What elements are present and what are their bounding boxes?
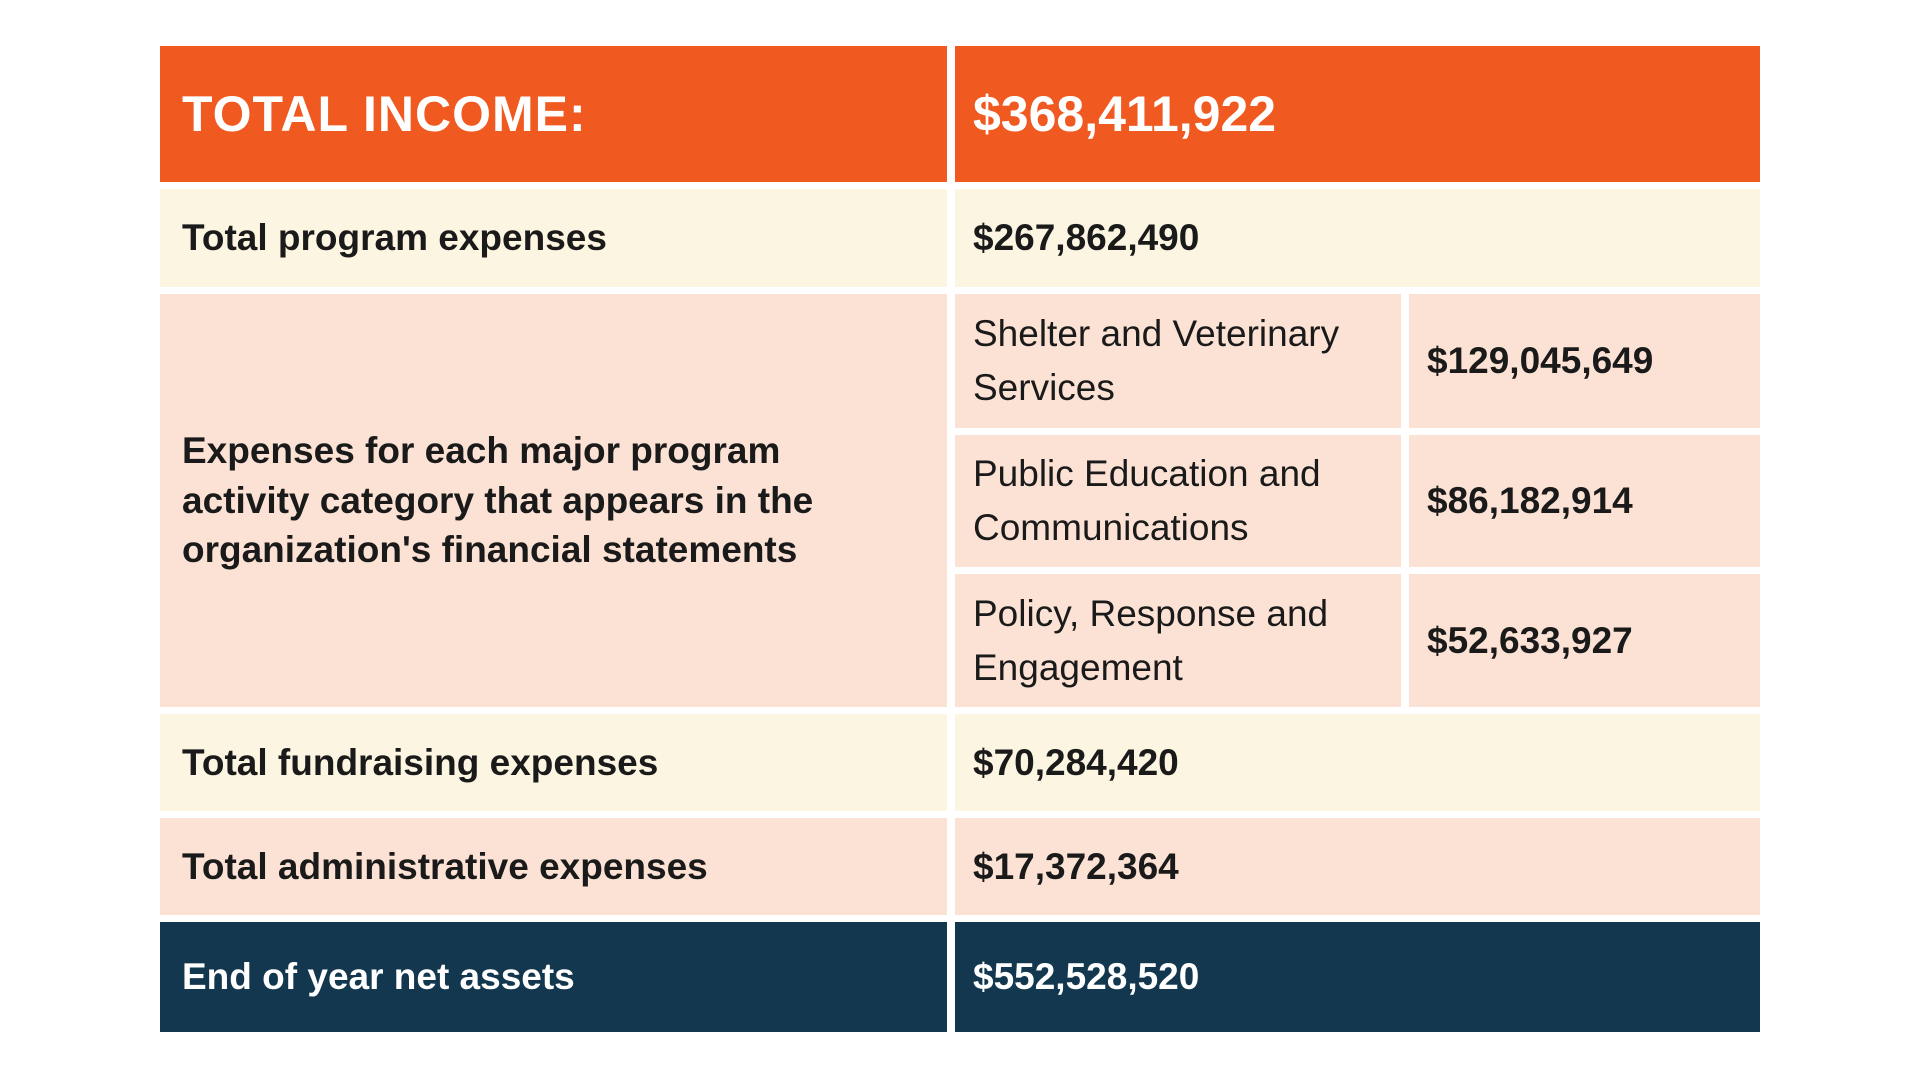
- major-program-section-label-cell: [160, 294, 947, 707]
- total-income-label: TOTAL INCOME:: [182, 86, 587, 142]
- policy-response-label-cell: [955, 574, 1401, 707]
- net-assets-value-cell: [955, 922, 1760, 1032]
- program-expenses-value-cell: [955, 189, 1760, 287]
- shelter-veterinary-value: $129,045,649: [1427, 340, 1654, 381]
- program-expenses-label-cell: [160, 189, 947, 287]
- policy-response-value: $52,633,927: [1427, 619, 1633, 661]
- administrative-expenses-value: $17,372,364: [973, 845, 1179, 887]
- public-education-value-cell: [1409, 435, 1760, 567]
- net-assets-value: $552,528,520: [973, 956, 1200, 997]
- shelter-veterinary-label-cell: [955, 294, 1401, 428]
- policy-response-value-cell: [1409, 574, 1760, 707]
- shelter-veterinary-label: Shelter and Veterinary Services: [973, 313, 1340, 408]
- fundraising-expenses-value: $70,284,420: [973, 741, 1179, 783]
- major-program-subtable: [955, 294, 1760, 707]
- net-assets-label-cell: [160, 922, 947, 1032]
- fundraising-expenses-label-cell: [160, 714, 947, 811]
- total-income-label-cell: [160, 46, 947, 182]
- administrative-expenses-value-cell: [955, 818, 1760, 915]
- major-program-section-label: Expenses for each major program activity category that appears in the organization's financial statements: [182, 429, 814, 571]
- shelter-veterinary-value-cell: [1409, 294, 1760, 428]
- fundraising-expenses-label: Total fundraising expenses: [182, 741, 659, 783]
- administrative-expenses-label-cell: [160, 818, 947, 915]
- public-education-label: Public Education and Communications: [973, 453, 1321, 548]
- program-expenses-value: $267,862,490: [973, 217, 1200, 258]
- program-expenses-label: Total program expenses: [182, 217, 607, 259]
- total-income-value-cell: [955, 46, 1760, 182]
- fundraising-expenses-value-cell: [955, 714, 1760, 811]
- net-assets-label: End of year net assets: [182, 956, 575, 998]
- public-education-value: $86,182,914: [1427, 480, 1633, 521]
- policy-response-label: Policy, Response and Engagement: [973, 592, 1329, 688]
- administrative-expenses-label: Total administrative expenses: [182, 845, 708, 887]
- public-education-label-cell: [955, 435, 1401, 567]
- financial-table: [160, 46, 1760, 1032]
- total-income-value: $368,411,922: [973, 86, 1277, 142]
